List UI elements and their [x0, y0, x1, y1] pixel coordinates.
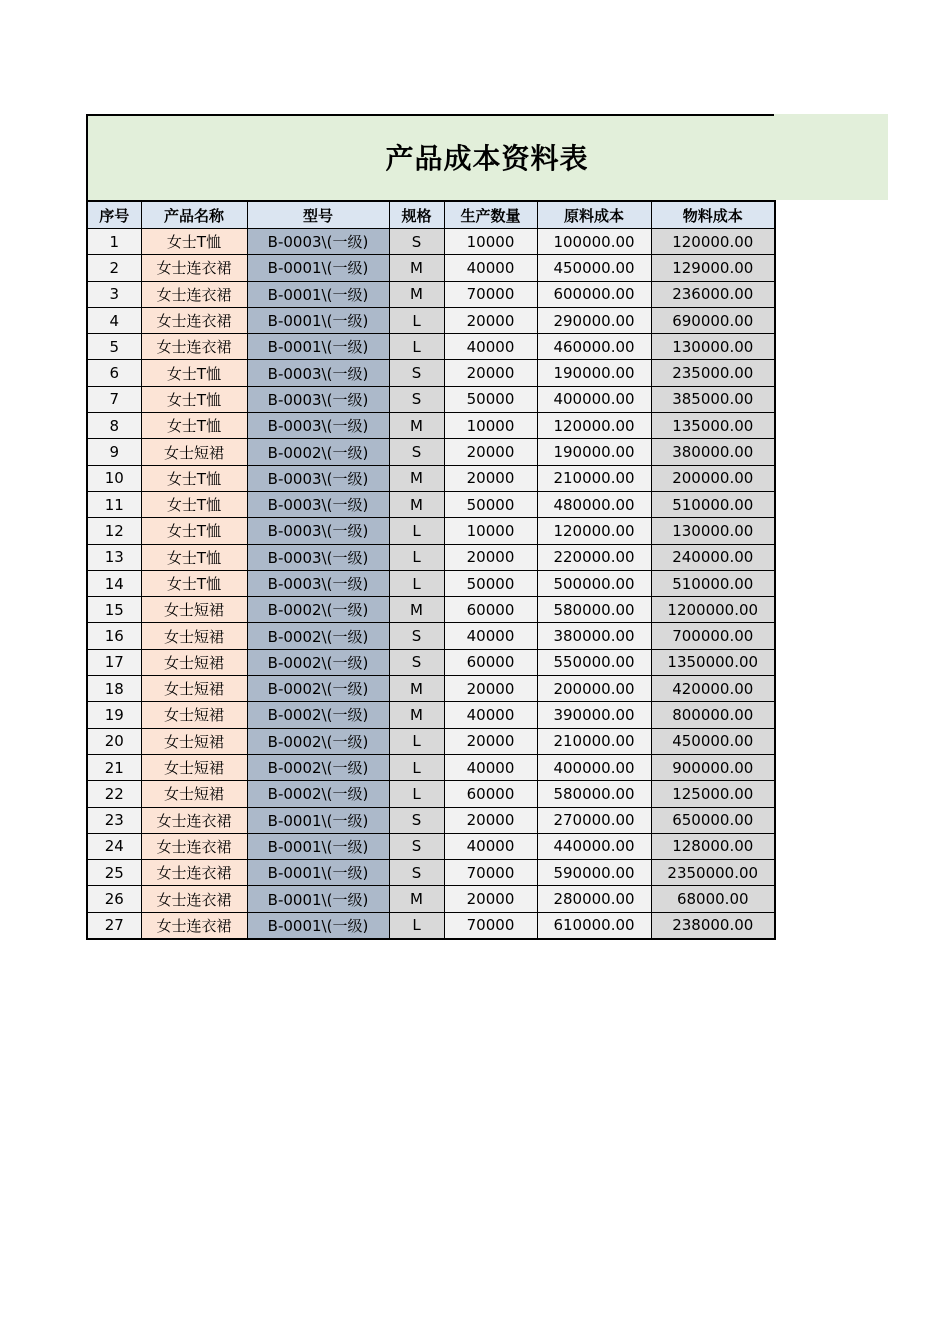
cell-index: 25 — [87, 860, 141, 886]
table-row — [87, 465, 775, 491]
table-row — [87, 676, 775, 702]
table-row — [87, 334, 775, 360]
cell-material-cost: 240000.00 — [651, 544, 775, 570]
cell-spec: M — [389, 465, 444, 491]
cell-spec: M — [389, 413, 444, 439]
cell-product-name: 女士短裙 — [141, 649, 247, 675]
cell-quantity: 20000 — [444, 886, 537, 912]
cell-product-name: 女士T恤 — [141, 465, 247, 491]
cell-raw-cost: 100000.00 — [537, 229, 651, 255]
cell-product-name: 女士T恤 — [141, 360, 247, 386]
cell-product-name: 女士T恤 — [141, 518, 247, 544]
cell-product-name: 女士连衣裙 — [141, 307, 247, 333]
cell-spec: L — [389, 781, 444, 807]
cell-product-name: 女士T恤 — [141, 570, 247, 596]
cell-material-cost: 510000.00 — [651, 491, 775, 517]
cell-model: B-0002\(一级) — [247, 728, 389, 754]
cell-model: B-0003\(一级) — [247, 360, 389, 386]
cell-material-cost: 700000.00 — [651, 623, 775, 649]
cell-spec: L — [389, 518, 444, 544]
cell-quantity: 40000 — [444, 255, 537, 281]
table-row — [87, 255, 775, 281]
col-header-product-name: 产品名称 — [141, 201, 247, 229]
cell-material-cost: 130000.00 — [651, 334, 775, 360]
table-row — [87, 281, 775, 307]
cell-quantity: 40000 — [444, 754, 537, 780]
cell-quantity: 40000 — [444, 702, 537, 728]
cell-product-name: 女士T恤 — [141, 544, 247, 570]
cell-material-cost: 236000.00 — [651, 281, 775, 307]
cell-index: 8 — [87, 413, 141, 439]
cell-material-cost: 650000.00 — [651, 807, 775, 833]
cell-product-name: 女士短裙 — [141, 439, 247, 465]
cell-raw-cost: 590000.00 — [537, 860, 651, 886]
table-row — [87, 623, 775, 649]
cell-material-cost: 800000.00 — [651, 702, 775, 728]
cell-material-cost: 2350000.00 — [651, 860, 775, 886]
cell-quantity: 10000 — [444, 413, 537, 439]
table-row — [87, 229, 775, 255]
cell-model: B-0002\(一级) — [247, 702, 389, 728]
col-header-spec: 规格 — [389, 201, 444, 229]
cell-material-cost: 135000.00 — [651, 413, 775, 439]
cell-raw-cost: 580000.00 — [537, 597, 651, 623]
cell-material-cost: 900000.00 — [651, 754, 775, 780]
cell-model: B-0003\(一级) — [247, 491, 389, 517]
cell-material-cost: 68000.00 — [651, 886, 775, 912]
cell-quantity: 60000 — [444, 649, 537, 675]
cell-product-name: 女士短裙 — [141, 754, 247, 780]
cell-quantity: 70000 — [444, 281, 537, 307]
cell-material-cost: 238000.00 — [651, 912, 775, 939]
cell-model: B-0003\(一级) — [247, 229, 389, 255]
cell-quantity: 60000 — [444, 597, 537, 623]
cell-raw-cost: 200000.00 — [537, 676, 651, 702]
col-header-quantity: 生产数量 — [444, 201, 537, 229]
cell-spec: M — [389, 491, 444, 517]
table-row — [87, 386, 775, 412]
cell-product-name: 女士短裙 — [141, 781, 247, 807]
cell-quantity: 50000 — [444, 491, 537, 517]
cell-index: 12 — [87, 518, 141, 544]
cell-spec: S — [389, 860, 444, 886]
cell-index: 15 — [87, 597, 141, 623]
cell-quantity: 50000 — [444, 386, 537, 412]
cell-spec: L — [389, 570, 444, 596]
cell-quantity: 20000 — [444, 360, 537, 386]
cell-spec: S — [389, 229, 444, 255]
cell-material-cost: 1200000.00 — [651, 597, 775, 623]
cell-raw-cost: 120000.00 — [537, 518, 651, 544]
cell-material-cost: 129000.00 — [651, 255, 775, 281]
cell-quantity: 20000 — [444, 439, 537, 465]
cell-index: 3 — [87, 281, 141, 307]
cell-material-cost: 120000.00 — [651, 229, 775, 255]
cell-quantity: 20000 — [444, 544, 537, 570]
cell-product-name: 女士短裙 — [141, 676, 247, 702]
table-row — [87, 491, 775, 517]
cell-raw-cost: 120000.00 — [537, 413, 651, 439]
cell-spec: L — [389, 728, 444, 754]
cell-material-cost: 385000.00 — [651, 386, 775, 412]
table-row — [87, 781, 775, 807]
cell-model: B-0001\(一级) — [247, 833, 389, 859]
table-row — [87, 649, 775, 675]
cell-spec: L — [389, 754, 444, 780]
cell-product-name: 女士连衣裙 — [141, 281, 247, 307]
cell-model: B-0001\(一级) — [247, 334, 389, 360]
cell-material-cost: 130000.00 — [651, 518, 775, 544]
table-row — [87, 702, 775, 728]
cell-spec: M — [389, 281, 444, 307]
cell-model: B-0001\(一级) — [247, 912, 389, 939]
cell-spec: L — [389, 334, 444, 360]
table-row — [87, 886, 775, 912]
cell-material-cost: 200000.00 — [651, 465, 775, 491]
cell-raw-cost: 210000.00 — [537, 728, 651, 754]
cell-quantity: 60000 — [444, 781, 537, 807]
cell-model: B-0003\(一级) — [247, 518, 389, 544]
cell-index: 4 — [87, 307, 141, 333]
cell-index: 2 — [87, 255, 141, 281]
cell-product-name: 女士T恤 — [141, 413, 247, 439]
cell-product-name: 女士短裙 — [141, 702, 247, 728]
cell-model: B-0003\(一级) — [247, 544, 389, 570]
cell-index: 20 — [87, 728, 141, 754]
cell-index: 26 — [87, 886, 141, 912]
table-row — [87, 518, 775, 544]
cell-material-cost: 128000.00 — [651, 833, 775, 859]
cell-spec: S — [389, 386, 444, 412]
table-row — [87, 754, 775, 780]
cell-product-name: 女士连衣裙 — [141, 912, 247, 939]
cell-model: B-0002\(一级) — [247, 597, 389, 623]
cell-product-name: 女士短裙 — [141, 597, 247, 623]
cell-index: 16 — [87, 623, 141, 649]
cell-quantity: 20000 — [444, 465, 537, 491]
cell-spec: L — [389, 544, 444, 570]
table-row — [87, 807, 775, 833]
cell-raw-cost: 460000.00 — [537, 334, 651, 360]
table-row — [87, 360, 775, 386]
cell-product-name: 女士T恤 — [141, 386, 247, 412]
cell-model: B-0002\(一级) — [247, 754, 389, 780]
cell-quantity: 20000 — [444, 807, 537, 833]
cell-product-name: 女士连衣裙 — [141, 255, 247, 281]
cell-material-cost: 420000.00 — [651, 676, 775, 702]
cell-model: B-0001\(一级) — [247, 307, 389, 333]
cell-quantity: 70000 — [444, 912, 537, 939]
cell-material-cost: 450000.00 — [651, 728, 775, 754]
cell-raw-cost: 280000.00 — [537, 886, 651, 912]
cell-index: 27 — [87, 912, 141, 939]
cell-spec: S — [389, 623, 444, 649]
cell-spec: S — [389, 439, 444, 465]
cell-index: 14 — [87, 570, 141, 596]
cell-quantity: 40000 — [444, 623, 537, 649]
cell-model: B-0001\(一级) — [247, 255, 389, 281]
cell-quantity: 20000 — [444, 307, 537, 333]
table-row — [87, 860, 775, 886]
cell-product-name: 女士T恤 — [141, 491, 247, 517]
cell-material-cost: 125000.00 — [651, 781, 775, 807]
cell-raw-cost: 400000.00 — [537, 386, 651, 412]
cell-model: B-0003\(一级) — [247, 386, 389, 412]
cell-material-cost: 235000.00 — [651, 360, 775, 386]
cell-index: 19 — [87, 702, 141, 728]
col-header-material-cost: 物料成本 — [651, 201, 775, 229]
table-row — [87, 544, 775, 570]
cell-model: B-0003\(一级) — [247, 413, 389, 439]
table-row — [87, 833, 775, 859]
cell-model: B-0001\(一级) — [247, 281, 389, 307]
cell-product-name: 女士连衣裙 — [141, 807, 247, 833]
table-row — [87, 912, 775, 939]
cell-index: 23 — [87, 807, 141, 833]
cell-model: B-0002\(一级) — [247, 781, 389, 807]
cell-index: 13 — [87, 544, 141, 570]
col-header-index: 序号 — [87, 201, 141, 229]
table-row — [87, 570, 775, 596]
cell-index: 9 — [87, 439, 141, 465]
cell-model: B-0002\(一级) — [247, 623, 389, 649]
cell-quantity: 50000 — [444, 570, 537, 596]
cell-raw-cost: 440000.00 — [537, 833, 651, 859]
cell-model: B-0001\(一级) — [247, 860, 389, 886]
cell-index: 11 — [87, 491, 141, 517]
cell-raw-cost: 610000.00 — [537, 912, 651, 939]
cell-quantity: 10000 — [444, 229, 537, 255]
cell-index: 18 — [87, 676, 141, 702]
cell-spec: L — [389, 307, 444, 333]
cell-index: 24 — [87, 833, 141, 859]
cell-spec: S — [389, 360, 444, 386]
cell-model: B-0002\(一级) — [247, 649, 389, 675]
cell-raw-cost: 210000.00 — [537, 465, 651, 491]
cell-spec: M — [389, 702, 444, 728]
cell-material-cost: 510000.00 — [651, 570, 775, 596]
cell-index: 17 — [87, 649, 141, 675]
cell-index: 7 — [87, 386, 141, 412]
table-row — [87, 413, 775, 439]
cell-raw-cost: 400000.00 — [537, 754, 651, 780]
cell-model: B-0001\(一级) — [247, 807, 389, 833]
page-title: 产品成本资料表 — [385, 142, 589, 175]
cell-model: B-0003\(一级) — [247, 465, 389, 491]
cell-raw-cost: 270000.00 — [537, 807, 651, 833]
table-row — [87, 597, 775, 623]
cell-spec: M — [389, 255, 444, 281]
cost-table — [86, 200, 776, 940]
table-row — [87, 307, 775, 333]
col-header-model: 型号 — [247, 201, 389, 229]
cell-raw-cost: 290000.00 — [537, 307, 651, 333]
cell-model: B-0001\(一级) — [247, 886, 389, 912]
cell-quantity: 20000 — [444, 728, 537, 754]
cell-raw-cost: 190000.00 — [537, 360, 651, 386]
cell-material-cost: 1350000.00 — [651, 649, 775, 675]
cell-model: B-0003\(一级) — [247, 570, 389, 596]
cell-spec: S — [389, 649, 444, 675]
table-row — [87, 728, 775, 754]
cell-raw-cost: 190000.00 — [537, 439, 651, 465]
cell-index: 5 — [87, 334, 141, 360]
cell-spec: M — [389, 676, 444, 702]
cell-index: 10 — [87, 465, 141, 491]
cell-raw-cost: 480000.00 — [537, 491, 651, 517]
cell-raw-cost: 450000.00 — [537, 255, 651, 281]
col-header-raw-cost: 原料成本 — [537, 201, 651, 229]
cell-material-cost: 690000.00 — [651, 307, 775, 333]
cell-index: 21 — [87, 754, 141, 780]
cell-index: 22 — [87, 781, 141, 807]
cell-spec: M — [389, 886, 444, 912]
cell-quantity: 40000 — [444, 334, 537, 360]
cell-product-name: 女士短裙 — [141, 728, 247, 754]
cell-product-name: 女士连衣裙 — [141, 886, 247, 912]
cell-product-name: 女士连衣裙 — [141, 860, 247, 886]
cell-spec: L — [389, 912, 444, 939]
cell-index: 1 — [87, 229, 141, 255]
cell-raw-cost: 220000.00 — [537, 544, 651, 570]
cell-model: B-0002\(一级) — [247, 676, 389, 702]
cell-material-cost: 380000.00 — [651, 439, 775, 465]
cell-raw-cost: 600000.00 — [537, 281, 651, 307]
cell-product-name: 女士连衣裙 — [141, 334, 247, 360]
cell-index: 6 — [87, 360, 141, 386]
cell-raw-cost: 580000.00 — [537, 781, 651, 807]
cell-spec: M — [389, 597, 444, 623]
header-row — [87, 201, 775, 229]
cell-model: B-0002\(一级) — [247, 439, 389, 465]
cell-product-name: 女士短裙 — [141, 623, 247, 649]
cell-quantity: 70000 — [444, 860, 537, 886]
cell-product-name: 女士T恤 — [141, 229, 247, 255]
cell-quantity: 20000 — [444, 676, 537, 702]
table-row — [87, 439, 775, 465]
cell-raw-cost: 500000.00 — [537, 570, 651, 596]
cell-product-name: 女士连衣裙 — [141, 833, 247, 859]
cell-quantity: 40000 — [444, 833, 537, 859]
cell-raw-cost: 390000.00 — [537, 702, 651, 728]
cell-spec: S — [389, 807, 444, 833]
cell-raw-cost: 550000.00 — [537, 649, 651, 675]
cell-raw-cost: 380000.00 — [537, 623, 651, 649]
cell-spec: S — [389, 833, 444, 859]
cell-quantity: 10000 — [444, 518, 537, 544]
